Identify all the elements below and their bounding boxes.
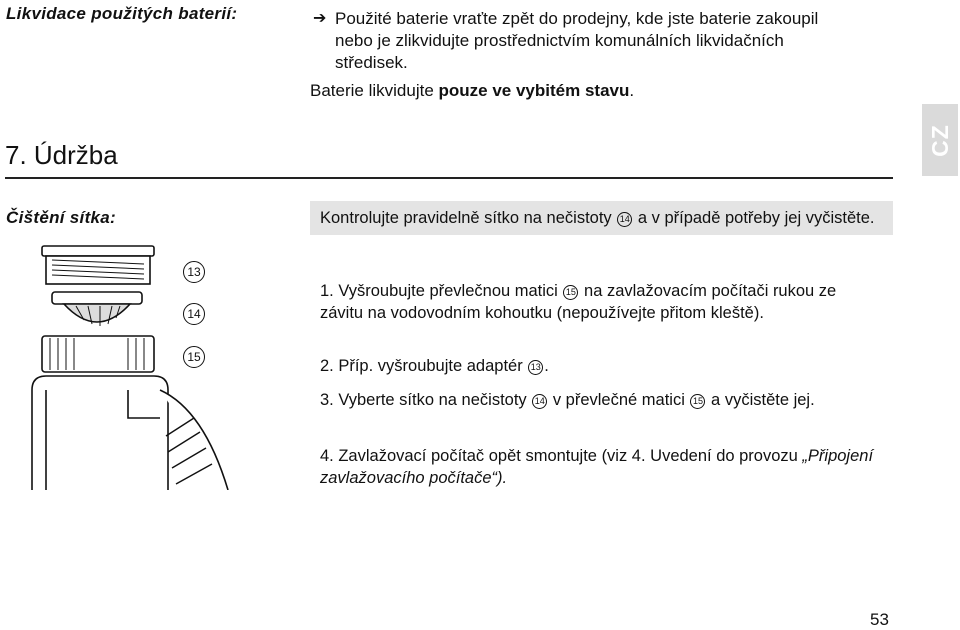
step-3 [320,389,880,411]
callout-15: 15 [183,346,205,368]
language-tab [922,104,958,176]
step-text: 2. Příp. vyšroubujte adaptér [320,357,528,375]
water-computer-drawing [28,240,238,490]
callout-ref: 15 [690,394,705,409]
disposal-text-block [313,8,855,74]
callout-13: 13 [183,261,205,283]
step-text: 4. Zavlažovací počítač opět smontujte (viz 4. Uvedení do provozu [320,447,803,465]
disposal-label: Likvidace použitých baterií: [6,4,238,23]
disposal-note-suffix: . [629,81,635,100]
cleaning-label: Čištění sítka: [6,208,117,227]
callout-ref: 15 [563,285,578,300]
step-4 [320,445,880,489]
section-heading: 7. Údržba [5,140,118,170]
step-text: v převlečné matici [548,391,690,409]
cleaning-note-before: Kontrolujte pravidelně sítko na nečistoty [320,209,617,227]
step-1 [320,280,880,324]
cleaning-note-box [310,201,893,235]
step-2 [320,355,880,377]
disposal-note [310,80,634,102]
union-nut-part [42,336,154,372]
disposal-note-bold: pouze ve vybitém stavu [438,81,630,100]
page-number: 53 [870,610,889,629]
disposal-text: Použité baterie vraťte zpět do prodejny, kde jste baterie zakoupil nebo je zlikvidujte prostřednictvím komunálních likvidačních středisek. [335,9,819,72]
callout-ref: 14 [532,394,547,409]
step-text: 3. Vyberte sítko na nečistoty [320,391,532,409]
step-text-italic: „Připojení zavlažovacího počítače“). [320,447,874,487]
section-divider [5,177,893,179]
callout-14: 14 [183,303,205,325]
callout-ref: 14 [617,212,632,227]
step-text: 1. Vyšroubujte převlečnou matici [320,282,563,300]
adapter-part [42,246,154,284]
callout-ref: 13 [528,360,543,375]
step-text: na zavlažovacím počítači rukou ze závitu na vodovodním kohoutku (nepoužívejte přitom kleště). [320,282,837,322]
cleaning-note-after: a v případě potřeby jej vyčistěte. [633,209,875,227]
arrow-right-icon: ➔ [313,10,327,27]
device-body [32,376,228,490]
step-text: . [544,357,549,375]
step-text: a vyčistěte jej. [706,391,815,409]
strainer-part [52,292,142,326]
disposal-note-prefix: Baterie likvidujte [310,81,439,100]
language-tab-label: CZ [926,123,953,157]
